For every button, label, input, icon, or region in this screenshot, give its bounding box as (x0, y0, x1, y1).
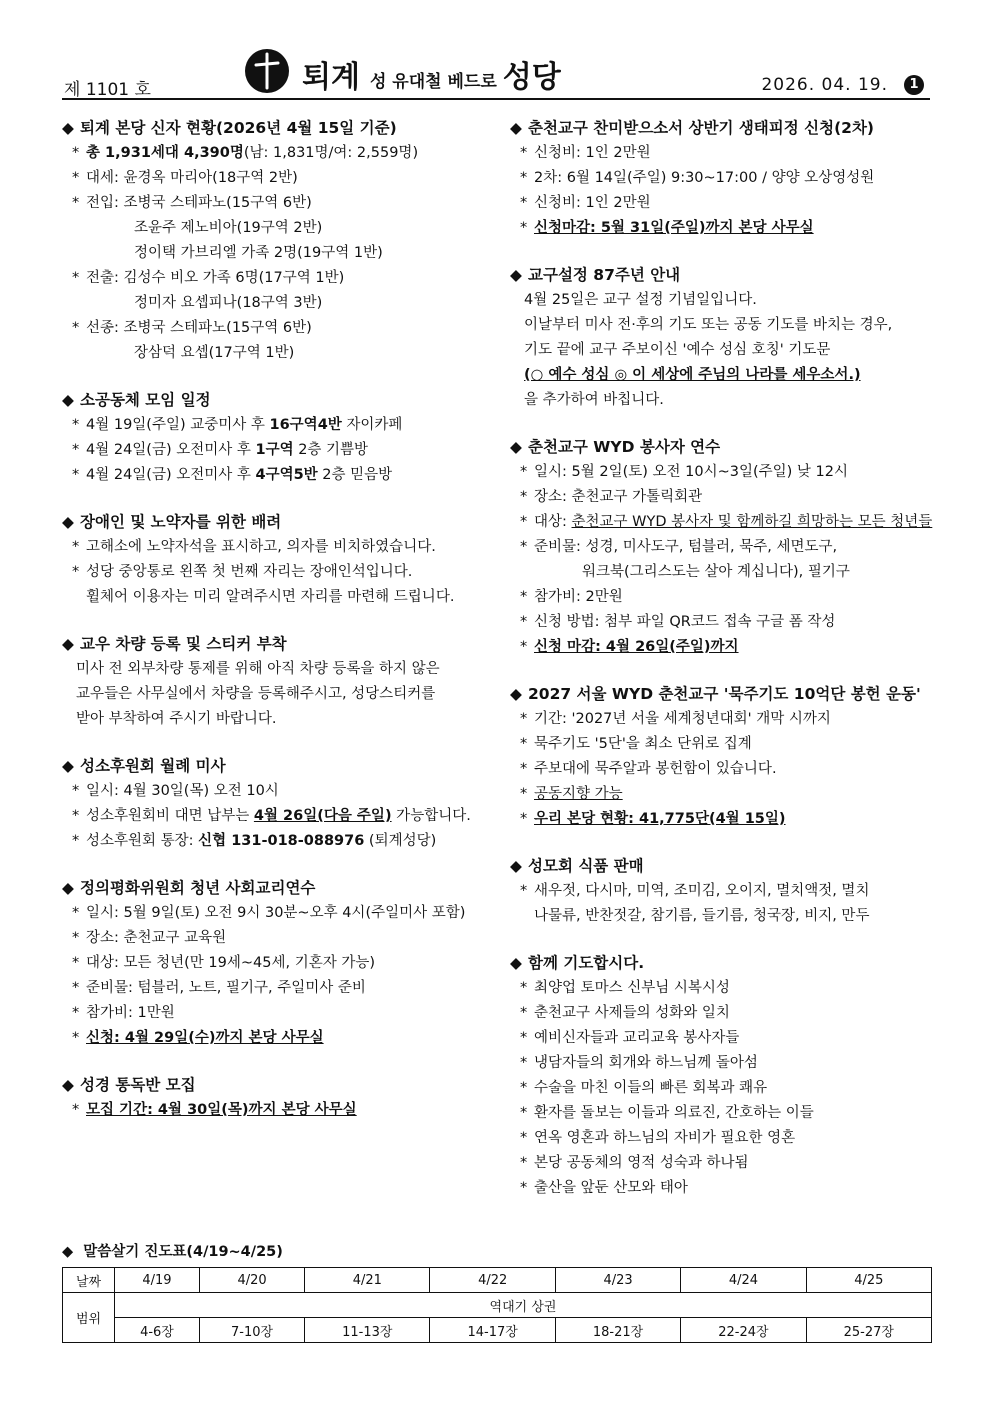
section-rosary-campaign: ◆ 2027 서울 WYD 춘천교구 '묵주기도 10억단 봉헌 운동' * 기간: '2027년 서울 세계청년대회' 개막 시까지 * 묵주기도 '5단'을 최소 단위로 집계 * 주보대에 묵주알과 봉헌함이 있습니다. * 공동지향 가능 * 우리 본당 현황: 41,775단(4월 15일) (510, 682, 935, 832)
list-item: * 기간: '2027년 서울 세계청년대회' 개막 시까지 (510, 707, 935, 732)
diamond-bullet-icon: ◆ (510, 266, 522, 284)
diamond-bullet-icon: ◆ (510, 857, 522, 875)
diamond-bullet-icon: ◆ (62, 1076, 74, 1094)
diamond-bullet-icon: ◆ (62, 391, 74, 409)
table-cell: 4/19 (115, 1268, 200, 1293)
list-item: * 주보대에 묵주알과 봉헌함이 있습니다. (510, 757, 935, 782)
table-cell: 4/20 (199, 1268, 304, 1293)
list-item: * 신청 마감: 4월 26일(주일)까지 (510, 635, 935, 660)
list-item: * 우리 본당 현황: 41,775단(4월 15일) (510, 807, 935, 832)
list-item: * 장소: 춘천교구 가톨릭회관 (510, 485, 935, 510)
section-youth-social-doctrine: ◆ 정의평화위원회 청년 사회교리연수 * 일시: 5월 9일(토) 오전 9시 30분~오후 4시(주일미사 포함) * 장소: 춘천교구 교육원 * 대상: 모든 청년(만 19세~45세, 기혼자 가능) * 준비물: 텀블러, 노트, 필기구, 주일미사 준비 * 참가비: 1만원 * 신청: 4월 29일(수)까지 본당 사무실 (62, 876, 492, 1051)
list-item: * 연옥 영혼과 하느님의 자비가 필요한 영혼 (510, 1126, 935, 1151)
table-cell: 4-6장 (115, 1318, 200, 1343)
list-item: * 새우젓, 다시마, 미역, 조미김, 오이지, 멸치액젓, 멸치 (510, 879, 935, 904)
table-cell: 역대기 상권 (115, 1293, 932, 1318)
diamond-bullet-icon: ◆ (62, 1244, 84, 1260)
section-wyd-volunteer: ◆ 춘천교구 WYD 봉사자 연수 * 일시: 5월 2일(토) 오전 10시~3일(주일) 낮 12시 * 장소: 춘천교구 가톨릭회관 * 대상: 춘천교구 WYD 봉사자 및 함께하길 희망하는 모든 청년들 * 준비물: 성경, 미사도구, 텀블러, 묵주, 세면도구, 워크북(그리스도는 살아 계십니다), 필기구 * 참가비: 2만원 * 신청 방법: 첨부 파일 QR코드 접속 구글 폼 작성 * 신청 마감: 4월 26일(주일)까지 (510, 435, 935, 660)
diamond-bullet-icon: ◆ (62, 879, 74, 897)
list-item: * 일시: 5월 2일(토) 오전 10시~3일(주일) 낮 12시 (510, 460, 935, 485)
list-item: * 신청: 4월 29일(수)까지 본당 사무실 (62, 1026, 492, 1051)
list-item: 조윤주 제노비아(19구역 2반) (134, 220, 323, 236)
diamond-bullet-icon: ◆ (510, 119, 522, 137)
list-item: * 참가비: 2만원 (510, 585, 935, 610)
list-item: * 최양업 토마스 신부님 시복시성 (510, 976, 935, 1001)
table-cell: 4/25 (806, 1268, 931, 1293)
table-row (63, 1268, 932, 1293)
list-item: * 2차: 6월 14일(주일) 9:30~17:00 / 양양 오상영성원 (510, 166, 935, 191)
table-cell: 18-21장 (555, 1318, 680, 1343)
table-cell: 4/22 (430, 1268, 555, 1293)
parish-title: 퇴계 성 유대철 베드로 성당 (302, 60, 561, 95)
list-item: * 모집 기간: 4월 30일(목)까지 본당 사무실 (62, 1098, 492, 1123)
right-column (510, 116, 935, 1223)
bulletin-header (62, 48, 930, 100)
page-number-badge: 1 (904, 75, 924, 95)
list-item: * 신청비: 1인 2만원 (510, 141, 935, 166)
table-cell: 4/21 (305, 1268, 430, 1293)
left-column (62, 116, 492, 1145)
table-row (63, 1293, 932, 1318)
list-item: * 일시: 5월 9일(토) 오전 9시 30분~오후 4시(주일미사 포함) (62, 901, 492, 926)
list-item: * 신청마감: 5월 31일(주일)까지 본당 사무실 (510, 216, 935, 241)
list-item: 정이택 가브리엘 가족 2명(19구역 1반) (134, 245, 383, 261)
list-item: * 4월 19일(주일) 교중미사 후 16구역4반 자이카페 (62, 413, 492, 438)
section-diocese-anniversary: ◆ 교구설정 87주년 안내 4월 25일은 교구 설정 기념일입니다. 이날부터 미사 전·후의 기도 또는 공동 기도를 바치는 경우, 기도 끝에 교구 주보이신 '예수 성심 호칭' 기도문 (○ 예수 성심 ◎ 이 세상에 주님의 나라를 세우소서.) 을 추가하여 바칩니다. (510, 263, 935, 413)
diamond-bullet-icon: ◆ (62, 635, 74, 653)
list-item: * 신청비: 1인 2만원 (510, 191, 935, 216)
list-item: * 총 1,931세대 4,390명(남: 1,831명/여: 2,559명) (62, 141, 492, 166)
diamond-bullet-icon: ◆ (62, 119, 74, 137)
section-small-community: ◆ 소공동체 모임 일정 * 4월 19일(주일) 교중미사 후 16구역4반 자이카페 * 4월 24일(금) 오전미사 후 1구역 2층 기쁨방 * 4월 24일(금) 오전미사 후 4구역5반 2층 믿음방 (62, 388, 492, 488)
table-cell: 25-27장 (806, 1318, 931, 1343)
section-bible-reading: ◆ 성경 통독반 모집 * 모집 기간: 4월 30일(목)까지 본당 사무실 (62, 1073, 492, 1123)
list-item: * 냉담자들의 회개와 하느님께 돌아섬 (510, 1051, 935, 1076)
section-prayer-intentions: ◆ 함께 기도합시다. * 최양업 토마스 신부님 시복시성 * 춘천교구 사제들의 성화와 일치 * 예비신자들과 교리교육 봉사자들 * 냉담자들의 회개와 하느님께 돌아섬 * 수술을 마친 이들의 빠른 회복과 쾌유 * 환자를 돌보는 이들과 의료진, 간호하는 이들 * 연옥 영혼과 하느님의 자비가 필요한 영혼 * 본당 공동체의 영적 성숙과 하나됨 * 출산을 앞둔 산모와 태아 (510, 951, 935, 1201)
list-item: * 대상: 춘천교구 WYD 봉사자 및 함께하길 희망하는 모든 청년들 (510, 510, 935, 535)
diamond-bullet-icon: ◆ (510, 685, 522, 703)
table-cell: 4/24 (681, 1268, 806, 1293)
table-cell: 4/23 (555, 1268, 680, 1293)
list-item: 정미자 요셉피나(18구역 3반) (134, 295, 323, 311)
section-food-sale: ◆ 성모회 식품 판매 * 새우젓, 다시마, 미역, 조미김, 오이지, 멸치액젓, 멸치 나물류, 반찬젓갈, 참기름, 들기름, 청국장, 비지, 만두 (510, 854, 935, 929)
list-item: * 대세: 윤경옥 마리아(18구역 2반) (62, 166, 492, 191)
table-header-cell: 날짜 (63, 1268, 115, 1293)
list-item: * 준비물: 텀블러, 노트, 필기구, 주일미사 준비 (62, 976, 492, 1001)
list-item: 휠체어 이용자는 미리 알려주시면 자리를 마련해 드립니다. (86, 589, 455, 605)
list-item: * 장소: 춘천교구 교육원 (62, 926, 492, 951)
section-accessibility: ◆ 장애인 및 노약자를 위한 배려 * 고해소에 노약자석을 표시하고, 의자를 비치하였습니다. * 성당 중앙통로 왼쪽 첫 번째 자리는 장애인석입니다. 휠체어 이용자는 미리 알려주시면 자리를 마련해 드립니다. (62, 510, 492, 610)
list-item: * 묵주기도 '5단'을 최소 단위로 집계 (510, 732, 935, 757)
list-item: * 일시: 4월 30일(목) 오전 10시 (62, 779, 492, 804)
list-item: * 성소후원회비 대면 납부는 4월 26일(다음 주일) 가능합니다. (62, 804, 492, 829)
list-item: * 성당 중앙통로 왼쪽 첫 번째 자리는 장애인석입니다. (62, 560, 492, 585)
table-cell: 7-10장 (199, 1318, 304, 1343)
list-item: * 환자를 돌보는 이들과 의료진, 간호하는 이들 (510, 1101, 935, 1126)
diamond-bullet-icon: ◆ (510, 438, 522, 456)
section-parish-stats: ◆ 퇴계 본당 신자 현황(2026년 4월 15일 기준) * 총 1,931세대 4,390명(남: 1,831명/여: 2,559명) * 대세: 윤경옥 마리아(18구역 2반) * 전입: 조병국 스테파노(15구역 6반) 조윤주 제노비아(19구역 2반) 정이택 가브리엘 가족 2명(19구역 1반) * 전출: 김성수 비오 가족 6명(17구역 1반) 정미자 요셉피나(18구역 3반) * 선종: 조병국 스테파노(15구역 6반) 장삼덕 요셉(17구역 1반) (62, 116, 492, 366)
list-item: * 대상: 모든 청년(만 19세~45세, 기혼자 가능) (62, 951, 492, 976)
list-item: * 성소후원회 통장: 신협 131-018-088976 (퇴계성당) (62, 829, 492, 854)
list-item: * 전입: 조병국 스테파노(15구역 6반) (62, 191, 492, 216)
table-row (63, 1318, 932, 1343)
list-item: * 출산을 앞둔 산모와 태아 (510, 1176, 935, 1201)
list-item: * 본당 공동체의 영적 성숙과 하나됨 (510, 1151, 935, 1176)
diamond-bullet-icon: ◆ (62, 513, 74, 531)
list-item: * 고해소에 노약자석을 표시하고, 의자를 비치하였습니다. (62, 535, 492, 560)
list-item: * 선종: 조병국 스테파노(15구역 6반) (62, 316, 492, 341)
list-item: * 4월 24일(금) 오전미사 후 1구역 2층 기쁨방 (62, 438, 492, 463)
issue-date: 2026. 04. 19. (761, 75, 888, 95)
reading-schedule-table (62, 1267, 932, 1343)
diamond-bullet-icon: ◆ (62, 757, 74, 775)
table-header-cell: 범위 (63, 1293, 115, 1343)
diamond-bullet-icon: ◆ (510, 954, 522, 972)
list-item: * 전출: 김성수 비오 가족 6명(17구역 1반) (62, 266, 492, 291)
list-item: 워크북(그리스도는 살아 계십니다), 필기구 (582, 564, 850, 580)
list-item: * 춘천교구 사제들의 성화와 일치 (510, 1001, 935, 1026)
list-item: * 신청 방법: 첨부 파일 QR코드 접속 구글 폼 작성 (510, 610, 935, 635)
section-vehicle-registration: ◆ 교우 차량 등록 및 스티커 부착 미사 전 외부차량 통제를 위해 아직 차량 등록을 하지 않은 교우들은 사무실에서 차량을 등록해주시고, 성당스티커를 받아 부착하여 주시기 바랍니다. (62, 632, 492, 732)
list-item: 나물류, 반찬젓갈, 참기름, 들기름, 청국장, 비지, 만두 (534, 908, 870, 924)
cross-logo-icon (244, 48, 290, 94)
table-cell: 22-24장 (681, 1318, 806, 1343)
list-item: * 준비물: 성경, 미사도구, 텀블러, 묵주, 세면도구, (510, 535, 935, 560)
list-item: * 참가비: 1만원 (62, 1001, 492, 1026)
list-item: 장삼덕 요셉(17구역 1반) (134, 345, 295, 361)
reading-schedule-title: ◆ 말씀살기 진도표(4/19~4/25) (62, 1244, 283, 1260)
table-cell: 14-17장 (430, 1318, 555, 1343)
issue-number: 제 1101 호 (64, 80, 151, 100)
section-eco-retreat: ◆ 춘천교구 찬미받으소서 상반기 생태피정 신청(2차) * 신청비: 1인 2만원 * 2차: 6월 14일(주일) 9:30~17:00 / 양양 오상영성원 * 신청비: 1인 2만원 * 신청마감: 5월 31일(주일)까지 본당 사무실 (510, 116, 935, 241)
section-vocation-mass: ◆ 성소후원회 월례 미사 * 일시: 4월 30일(목) 오전 10시 * 성소후원회비 대면 납부는 4월 26일(다음 주일) 가능합니다. * 성소후원회 통장: 신협 131-018-088976 (퇴계성당) (62, 754, 492, 854)
table-cell: 11-13장 (305, 1318, 430, 1343)
list-item: * 4월 24일(금) 오전미사 후 4구역5반 2층 믿음방 (62, 463, 492, 488)
list-item: * 예비신자들과 교리교육 봉사자들 (510, 1026, 935, 1051)
list-item: * 수술을 마친 이들의 빠른 회복과 쾌유 (510, 1076, 935, 1101)
list-item: * 공동지향 가능 (510, 782, 935, 807)
